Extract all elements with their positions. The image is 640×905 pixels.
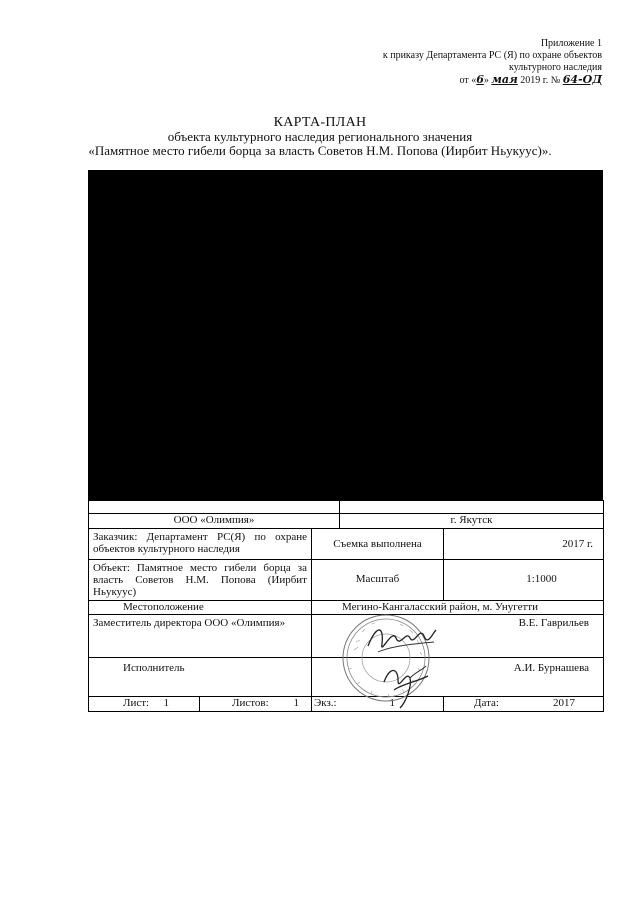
table-row [89,500,603,513]
survey-label: Съемка выполнена [311,529,443,559]
executor-role: Исполнитель [123,662,185,674]
sheets-label: Листов: [232,697,269,709]
table-row [89,559,603,600]
appendix-line2: к приказу Департамента РС (Я) по охране объектов [382,50,602,61]
date-year: 2019 г. № [517,75,563,86]
document-title [0,116,640,158]
org-name: ООО «Олимпия» [173,514,255,526]
scale-value: 1:1000 [443,560,603,600]
location-label: Местоположение [123,601,204,613]
sheet-label: Лист: [123,697,150,709]
survey-value: 2017 г. [443,529,603,559]
city: г. Якутск [339,514,603,528]
deputy-signature-drawing [362,616,442,664]
date-mid: » [483,75,492,86]
appendix-line1: Приложение 1 [540,38,602,49]
date-label: Дата: [474,697,499,709]
date-day: 6 [476,73,484,86]
title-line1: КАРТА-ПЛАН [273,115,367,130]
deputy-role: Заместитель директора ООО «Олимпия» [93,617,286,629]
table-row [89,513,603,528]
sheets-value: 1 [293,697,299,709]
order-number: 64-ОД [562,73,602,86]
table-row [89,528,603,559]
appendix-date-line [342,74,602,87]
redacted-map-image [88,170,603,500]
appendix-header [342,38,602,87]
copy-value: 1 [389,697,395,709]
customer: Заказчик: Департамент РС(Я) по охране объектов культурного наследия [93,531,307,555]
sheet-value: 1 [163,697,169,709]
title-line2: объекта культурного наследия регионального значения [167,129,473,144]
object: Объект: Памятное место гибели борца за власть Советов Н.М. Попова (Иирбит Ньукуус) [93,562,307,598]
date-prefix: от « [459,75,477,86]
executor-signature-drawing [376,662,436,712]
date-value: 2017 [553,697,575,709]
executor-name: А.И. Бурнашева [311,658,603,696]
scale-label: Масштаб [311,560,443,600]
deputy-name: В.Е. Гаврильев [311,615,603,657]
title-line3: «Памятное место гибели борца за власть Советов Н.М. Попова (Иирбит Ньукуус)». [88,143,552,158]
location-value: Мегино-Кангаласский район, м. Унугетти [311,601,603,614]
date-month: мая [491,73,518,86]
appendix-line3: культурного наследия [509,62,602,73]
copy-label: Экз.: [314,697,337,709]
